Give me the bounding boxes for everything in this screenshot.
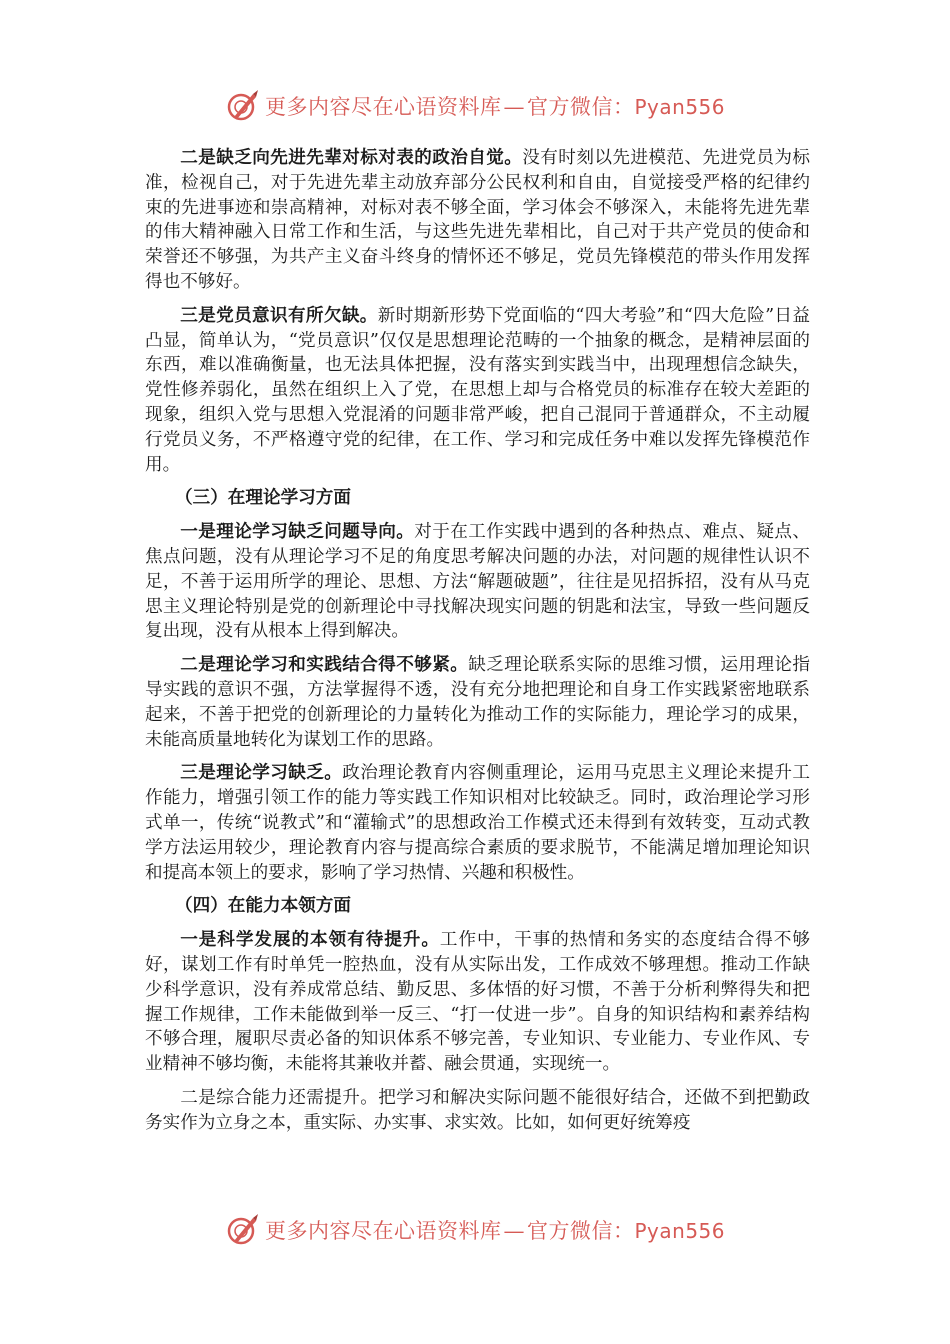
- paragraph-text: 政治理论教育内容侧重理论，运用马克思主义理论来提升工作能力，增强引领工作的能力等实践工作知识相对比较缺乏。同时，政治理论学习形式单一，传统“说教式”和“灌输式”的思想政治工作模式还未得到有效转变，互动式教学方法运用较少，理论教育内容与提高综合素质的要求脱节，不能满足增加理论知识和提高本领上的要求，影响了学习热情、兴趣和积极性。: [145, 763, 810, 883]
- watermark-wechat-id: Pyan556: [634, 95, 725, 119]
- paragraph-text: 工作中，干事的热情和务实的态度结合得不够好，谋划工作有时单凭一腔热血，没有从实际出发，工作成效不够理想。推动工作缺少科学意识，没有养成常总结、勤反思、多体悟的好习惯，不善于分析利弊得失和把握工作规律，工作未能做到举一反三、“打一仗进一步”。自身的知识结构和素养结构不够合理，履职尽责必备的知识体系不够完善，专业知识、专业能力、专业作风、专业精神不够均衡，未能将其兼收并蓄、融会贯通，实现统一。: [145, 930, 810, 1075]
- paragraph-theory-practice: [145, 653, 810, 752]
- watermark-separator: —: [503, 1219, 525, 1243]
- paragraph-text: 二是综合能力还需提升。把学习和解决实际问题不能很好结合，还做不到把勤政务实作为立身之本，重实际、办实事、求实效。比如，如何更好统筹疫: [145, 1087, 810, 1133]
- paragraph-theory-lacking: [145, 761, 810, 885]
- paragraph-lead: 三是理论学习缺乏。: [180, 762, 343, 784]
- section-heading-capability: （四）在能力本领方面: [175, 895, 351, 917]
- watermark-footer: [0, 1210, 950, 1250]
- paragraph-party-awareness: [145, 304, 810, 478]
- watermark-separator: —: [503, 95, 525, 119]
- paragraph-text: 对于在工作实践中遇到的各种热点、难点、疑点、焦点问题，没有从理论学习不足的角度思考解决问题的办法，对问题的规律性认识不足，不善于运用所学的理论、思想、方法“解题破题”，往往是见招拆招，没有从马克思主义理论特别是党的创新理论中寻找解决现实问题的钥匙和法宝，导致一些问题反复出现，没有从根本上得到解决。: [145, 522, 810, 642]
- paragraph-text: 缺乏理论联系实际的思维习惯，运用理论指导实践的意识不强，方法掌握得不透，没有充分地把理论和自身工作实践紧密地联系起来，不善于把党的创新理论的力量转化为推动工作的实际能力，理论学习的成果，未能高质量地转化为谋划工作的思路。: [145, 655, 810, 750]
- section-heading-theory-study: （三）在理论学习方面: [175, 487, 351, 509]
- brush-logo-icon: [225, 1213, 259, 1247]
- watermark-header: [0, 86, 950, 126]
- paragraph-political-consciousness: [145, 146, 810, 295]
- paragraph-theory-problem-orientation: [145, 520, 810, 644]
- brush-logo-icon: [225, 89, 259, 123]
- watermark-brand: 更多内容尽在心语资料库: [264, 95, 502, 119]
- paragraph-lead: 一是理论学习缺乏问题导向。: [180, 521, 415, 543]
- paragraph-lead: 三是党员意识有所欠缺。: [180, 304, 378, 326]
- paragraph-lead: 二是缺乏向先进先辈对标对表的政治自觉。: [180, 147, 523, 168]
- paragraph-comprehensive-ability: [145, 1086, 810, 1136]
- watermark-wechat-label: 官方微信：: [526, 95, 635, 119]
- watermark-brand: 更多内容尽在心语资料库: [264, 1219, 502, 1243]
- paragraph-text: 新时期新形势下党面临的“四大考验”和“四大危险”日益凸显，简单认为，“党员意识”仅仅是思想理论范畴的一个抽象的概念，是精神层面的东西，难以准确衡量，也无法具体把握，没有落实到实践当中，出现理想信念缺失，党性修养弱化，虽然在组织上入了党，在思想上却与合格党员的标准存在较大差距的现象，组织入党与思想入党混淆的问题非常严峻，把自己混同于普通群众，不主动履行党员义务，不严格遵守党的纪律，在工作、学习和完成任务中难以发挥先锋模范作用。: [145, 305, 810, 475]
- paragraph-lead: 一是科学发展的本领有待提升。: [180, 929, 440, 951]
- paragraph-lead: 二是理论学习和实践结合得不够紧。: [180, 654, 469, 676]
- watermark-wechat-label: 官方微信：: [526, 1219, 635, 1243]
- watermark-wechat-id: Pyan556: [634, 1219, 725, 1243]
- paragraph-text: 没有时刻以先进模范、先进党员为标准，检视自己，对于先进先辈主动放弃部分公民权利和自由，自觉接受严格的纪律约束的先进事迹和崇高精神，对标对表不够全面，学习体会不够深入，未能将先进先辈的伟大精神融入日常工作和生活，与这些先进先辈相比，自己对于共产党员的使命和荣誉还不够强，为共产主义奋斗终身的情怀还不够足，党员先锋模范的带头作用发挥得也不够好。: [145, 148, 810, 292]
- paragraph-scientific-development: [145, 928, 810, 1077]
- document-body: [145, 146, 810, 1144]
